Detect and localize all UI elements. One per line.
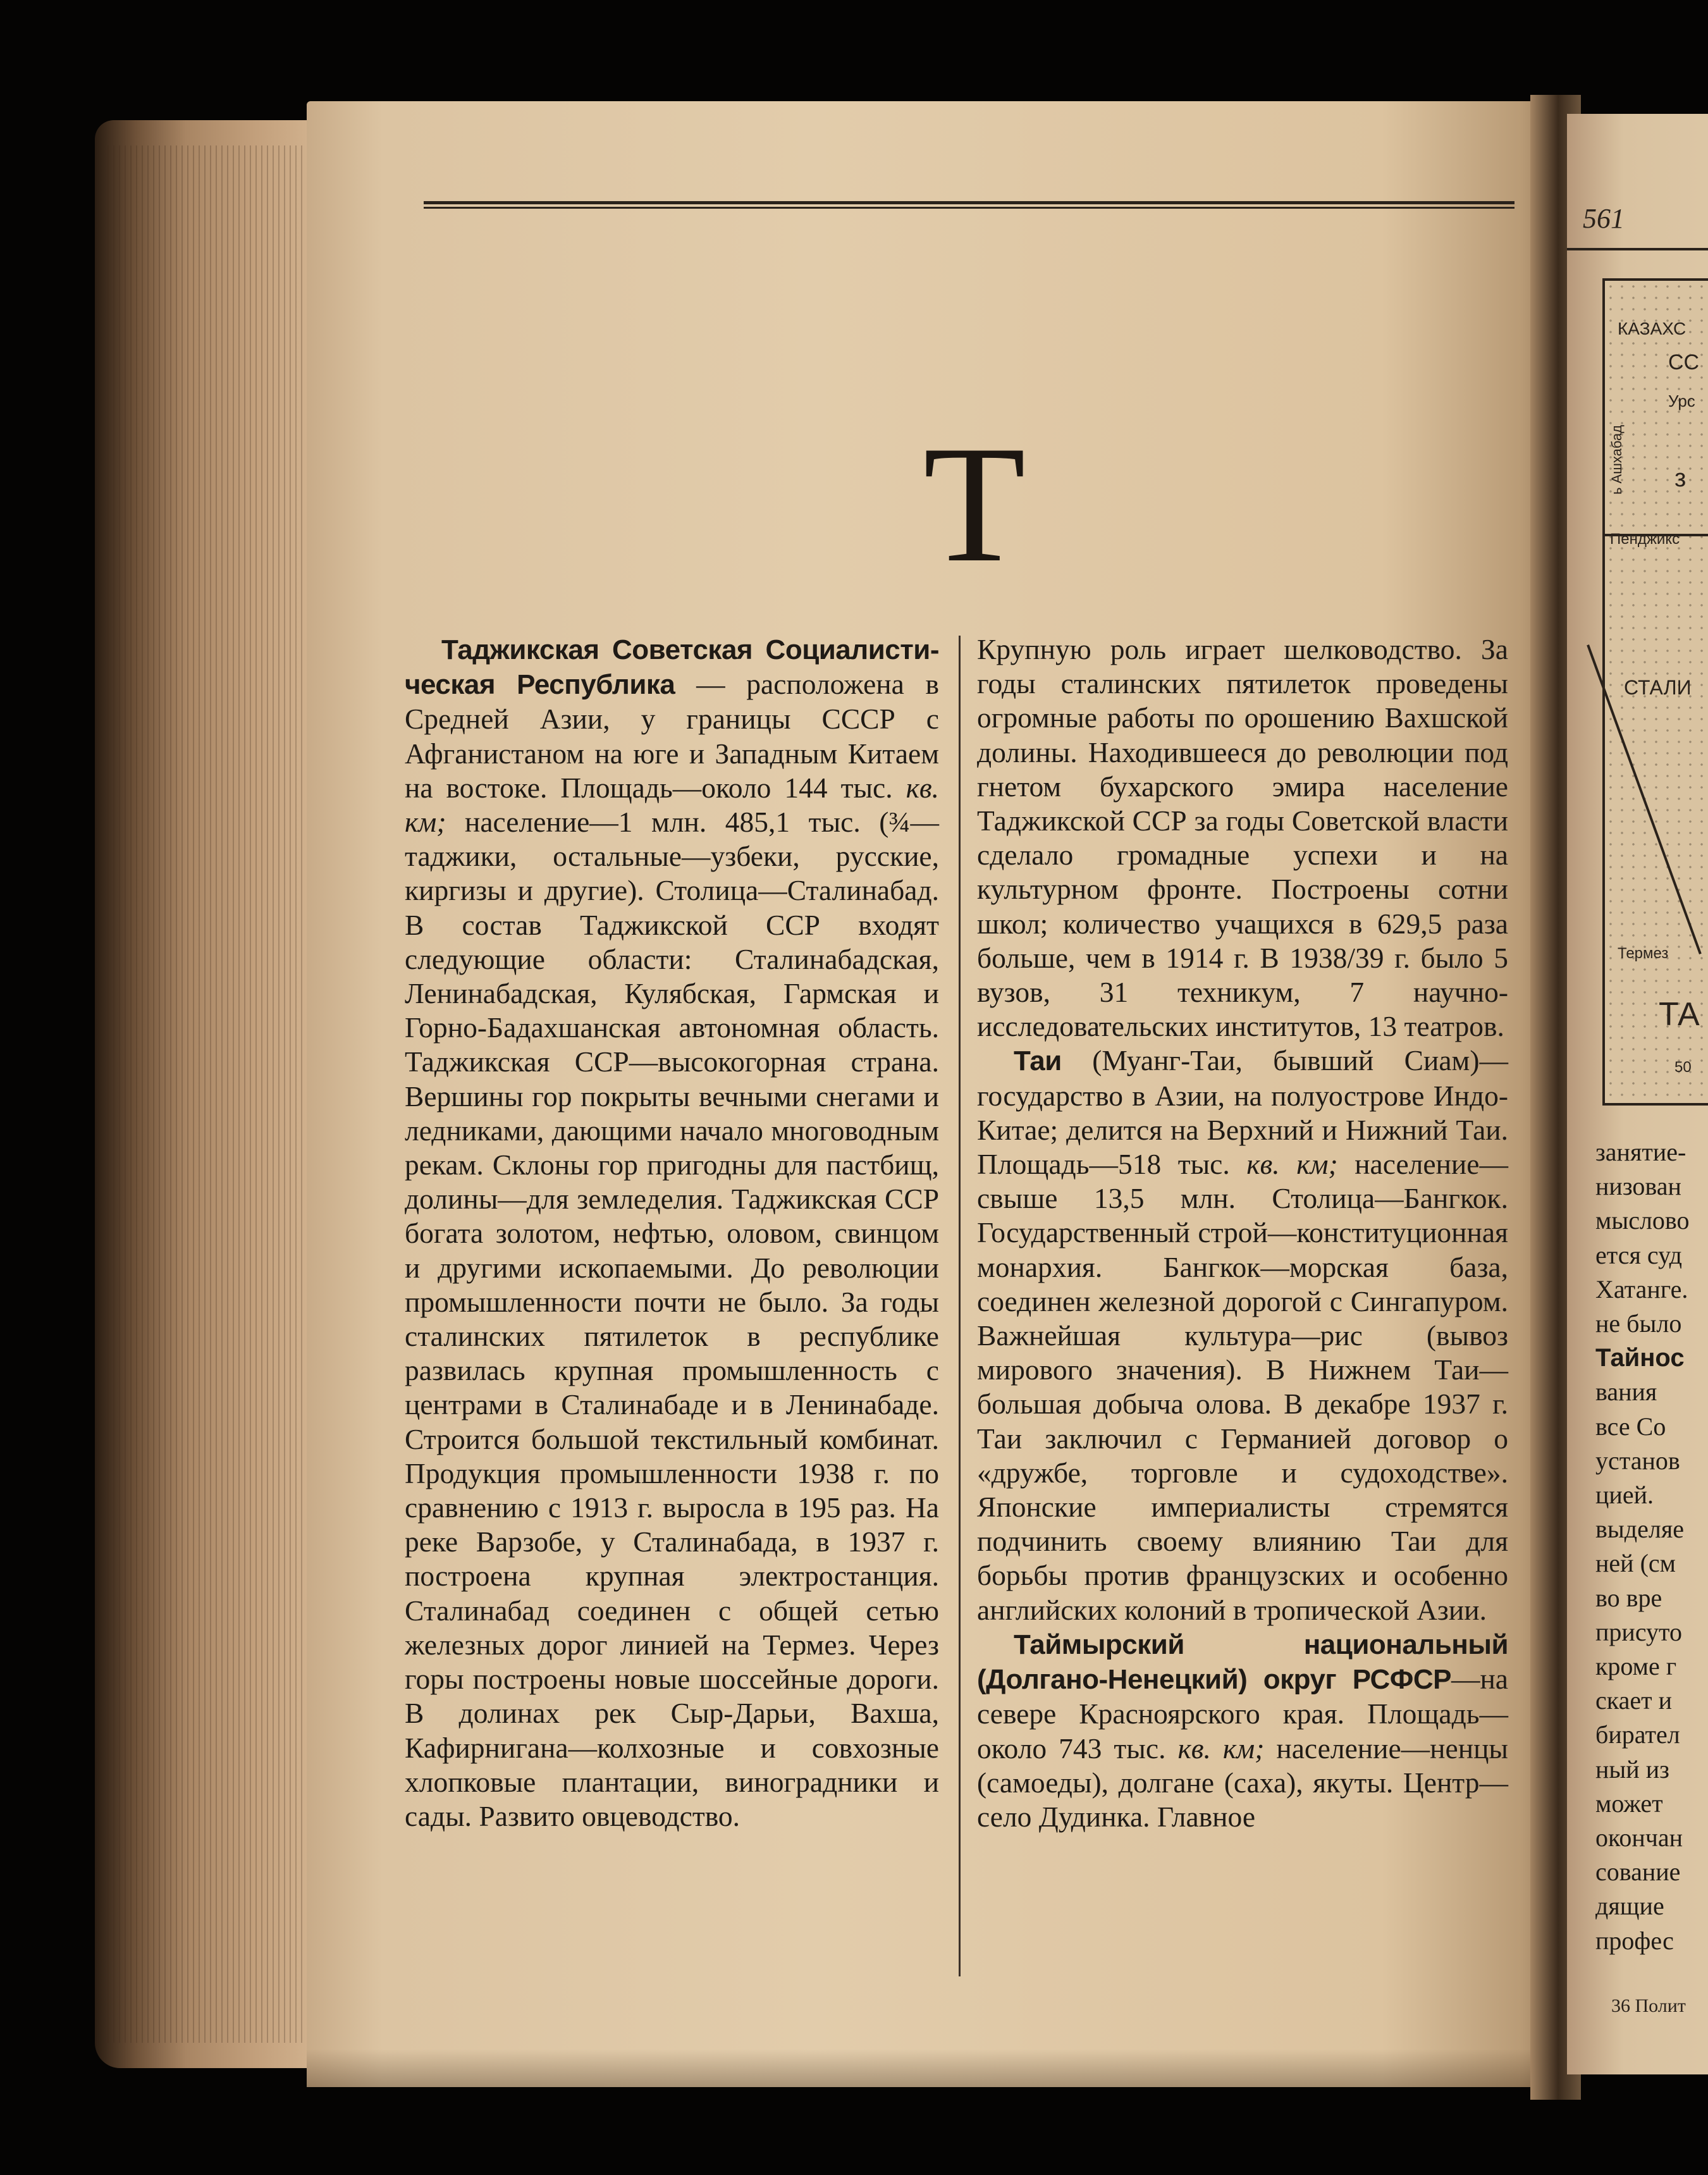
map-label: СТАЛИ xyxy=(1624,676,1692,699)
left-column xyxy=(405,632,939,1833)
entry-term: Таи xyxy=(1014,1045,1062,1077)
unit-text: кв. км; xyxy=(405,771,939,839)
entry-text: население—ненцы (самоеды), долгане (саха), якуты. Центр—село Дудинка. Главное xyxy=(977,1732,1508,1833)
entry-text: (Муанг-Таи, бывший Сиам)—государство в Азии, на полуострове Индо-Китае; делится на Верхний и Нижний Таи. Площадь—518 тыс. xyxy=(977,1044,1508,1181)
right-page-fragment xyxy=(1567,114,1708,2074)
entry-term: Таджикская Советская Социалисти-ческая Республика xyxy=(405,634,939,701)
text-fragment: вания xyxy=(1595,1377,1657,1407)
map-label: ТА xyxy=(1659,996,1700,1033)
entry-tajik-ssr xyxy=(405,632,939,1833)
map-label: з xyxy=(1674,464,1686,492)
entry-taimyr xyxy=(977,1627,1508,1834)
section-letter: Т xyxy=(923,412,1026,597)
map-label: ь Ашхабад xyxy=(1609,424,1625,495)
page-number: 561 xyxy=(1583,203,1625,234)
page-bottom-shadow xyxy=(307,2049,1571,2087)
entry-tajik-continued: Крупную роль играет шелководство. За годы сталинских пятилеток проведены огромные работы по орошению Вахшской долины. Находившееся до революции под гнетом бухарского эмира население Таджикской ССР за годы Советской власти сделало громадные успехи и на культурном фронте. Построены сотни школ; количество учащихся в 629,5 раза больше, чем в 1914 г. В 1938/39 г. было 5 вузов, 31 техникум, 7 научно-исследовательских институтов, 13 театров. xyxy=(977,633,1508,1043)
text-fragment: дящие xyxy=(1595,1892,1664,1921)
text-fragment: все Со xyxy=(1595,1412,1666,1441)
entry-term: Таймырский национальный (Долгано-Ненецкий) округ РСФСР xyxy=(977,1629,1508,1696)
text-fragment: Тайнос xyxy=(1595,1344,1685,1372)
map-label: СС xyxy=(1668,350,1700,374)
text-fragment: присуто xyxy=(1595,1617,1682,1646)
text-fragment: скает и xyxy=(1595,1686,1672,1715)
text-fragment: кроме г xyxy=(1595,1652,1677,1680)
column-divider xyxy=(959,636,961,1976)
text-fragment: занятие- xyxy=(1595,1138,1686,1166)
map-label: Пенджикс xyxy=(1610,531,1680,548)
text-fragment: не было xyxy=(1595,1309,1682,1338)
text-fragment: бирател xyxy=(1595,1720,1680,1749)
text-fragment: окончан xyxy=(1595,1823,1683,1852)
text-fragment: установ xyxy=(1595,1446,1680,1475)
footer-text: 36 Полит xyxy=(1611,1995,1686,2016)
unit-text: кв. км; xyxy=(1246,1148,1338,1181)
text-fragment: ный из xyxy=(1595,1754,1669,1784)
text-fragment: цией. xyxy=(1595,1481,1654,1509)
page-edges xyxy=(108,145,310,2043)
map-of-tajikistan xyxy=(1602,278,1708,1106)
header-rule-right xyxy=(1567,248,1708,250)
entry-text: население—1 млн. 485,1 тыс. (¾—таджики, остальные—узбеки, русские, киргизы и другие). Столица—Сталинабад. В состав Таджикской ССР входят следующие области: Сталинабадская, Ленинабадская, Кулябская, Гармская и Горно-Бадахшанская автономная область. Таджикская ССР—высокогорная страна. Вершины гор покрыты вечными снегами и ледниками, дающими начало многоводным рекам. Склоны гор пригодны для пастбищ, долины—для земледелия. Таджикская ССР богата золотом, нефтью, оловом, свинцом и другими ископаемыми. До революции промышленности почти не было. За годы сталинских пятилеток в республике развилась крупная промышленность с центрами в Сталинабаде и в Ленинабаде. Строится большой текстильный комбинат. Продукция промышленности 1938 г. по сравнению с 1913 г. выросла в 195 раз. На реке Варзобе, у Сталинабада, в 1937 г. построена крупная электростанция. Сталинабад соединен с общей сетью железных дорог линией на Термез. Через горы построены новые шоссейные дороги. В долинах рек Сыр-Дарьи, Вахша, Кафирнигана—колхозные и совхозные хлопковые плантации, виноградники и сады. Развито овцеводство. xyxy=(405,806,939,1832)
header-rule xyxy=(424,201,1514,211)
text-fragment: профес xyxy=(1595,1926,1674,1955)
text-fragment: ется суд xyxy=(1595,1240,1682,1269)
entry-text: — расположена в Средней Азии, у границы СССР с Афганистаном на юге и Западным Китаем на востоке. Площадь—около 144 тыс. xyxy=(405,668,939,804)
unit-text: кв. км; xyxy=(1177,1732,1265,1765)
right-column xyxy=(977,632,1508,1834)
text-fragment: ней (см xyxy=(1595,1549,1676,1578)
text-fragment: может xyxy=(1595,1789,1663,1818)
entry-text: —на севере Красноярского края. Площадь—около 743 тыс. xyxy=(977,1663,1508,1765)
map-label: 50 xyxy=(1674,1059,1692,1076)
entry-thai xyxy=(977,1044,1508,1627)
text-fragment: мыслово xyxy=(1595,1206,1690,1235)
text-fragment: во вре xyxy=(1595,1583,1662,1612)
map-label: КАЗАХС xyxy=(1618,319,1686,338)
text-fragment: выделяе xyxy=(1595,1515,1684,1544)
text-fragment: сование xyxy=(1595,1858,1681,1887)
text-fragment: Хатанге. xyxy=(1595,1274,1688,1303)
map-label: Урс xyxy=(1668,391,1695,410)
text-fragment: низован xyxy=(1595,1172,1681,1201)
map-label: Термез xyxy=(1618,945,1669,962)
entry-text: население—свыше 13,5 млн. Столица—Бангкок. Государственный строй—конституционная монархия. Бангкок—морская база, соединен железной дорогой с Сингапуром. Важнейшая культура—рис (вывоз мирового значения). В Нижнем Таи—большая добыча олова. В декабре 1937 г. Таи заключил с Германией договор о «дружбе, торговле и судоходстве». Японские империалисты стремятся подчинить своему влиянию Таи для борьбы против французских и особенно английских колоний в тропической Азии. xyxy=(977,1148,1508,1626)
